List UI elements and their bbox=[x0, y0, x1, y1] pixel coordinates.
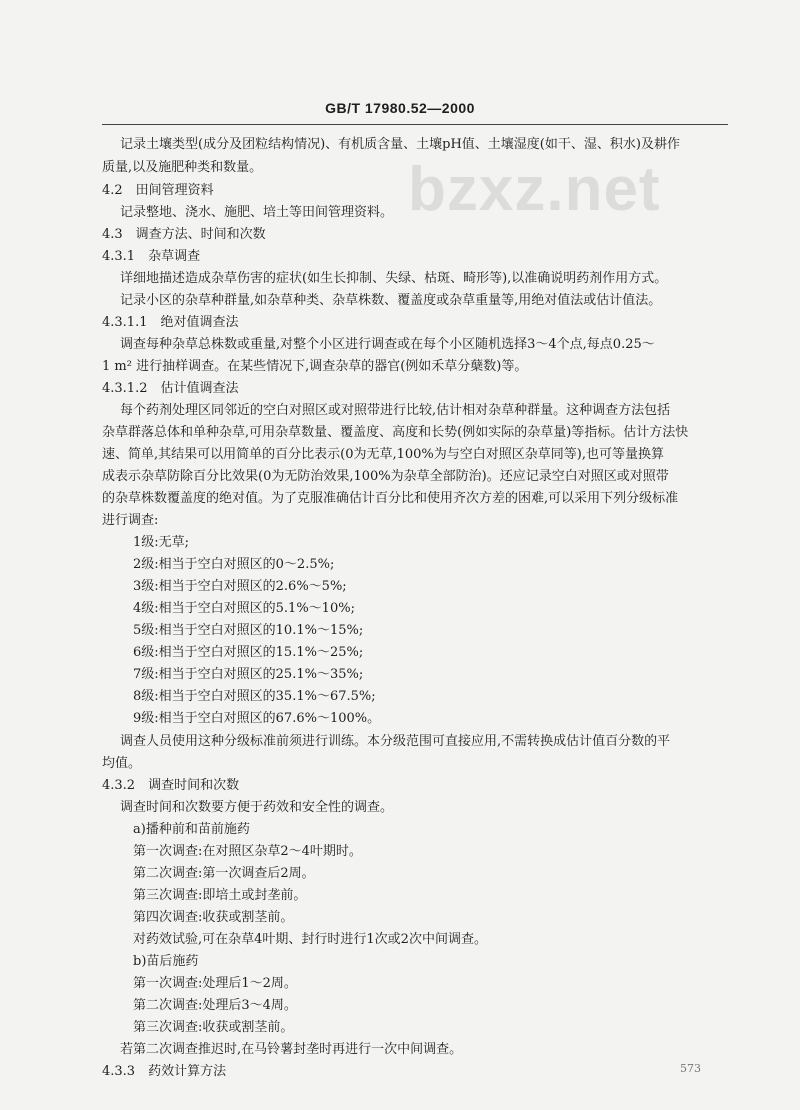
paragraph-line: 记录小区的杂草种群量,如杂草种类、杂草株数、覆盖度或杂草重量等,用绝对值法或估计值法。 bbox=[120, 293, 662, 308]
paragraph-line: 调查每种杂草总株数或重量,对整个小区进行调查或在每个小区随机选择3～4个点,每点0.25～ bbox=[120, 337, 655, 352]
list-item: 第二次调查:第一次调查后2周。 bbox=[133, 866, 315, 881]
paragraph-line: 详细地描述造成杂草伤害的症状(如生长抑制、失绿、枯斑、畸形等),以准确说明药剂作用方式。 bbox=[120, 271, 668, 286]
list-item: a)播种前和苗前施药 bbox=[133, 822, 250, 837]
grade-item: 8级:相当于空白对照区的35.1%～67.5%; bbox=[133, 689, 376, 704]
paragraph-line: 调查人员使用这种分级标准前须进行训练。本分级范围可直接应用,不需转换成估计值百分数的平 bbox=[120, 734, 671, 749]
section-heading: 4.3.3 药效计算方法 bbox=[102, 1064, 227, 1079]
paragraph-line: 成表示杂草防除百分比效果(0为无防治效果,100%为杂草全部防治)。还应记录空白对照区或对照带 bbox=[102, 469, 669, 484]
section-heading: 4.2 田间管理资料 bbox=[102, 183, 214, 198]
list-item: 第三次调查:收获或割茎前。 bbox=[133, 1020, 294, 1035]
watermark: bzxz.net bbox=[408, 155, 661, 224]
paragraph-line: 1 m² 进行抽样调查。在某些情况下,调查杂草的器官(例如禾草分蘖数)等。 bbox=[102, 359, 528, 374]
paragraph-line: 进行调查: bbox=[102, 513, 159, 528]
grade-item: 1级:无草; bbox=[133, 535, 190, 550]
grade-item: 5级:相当于空白对照区的10.1%～15%; bbox=[133, 623, 364, 638]
paragraph-line: 质量,以及施肥种类和数量。 bbox=[102, 160, 263, 175]
section-heading: 4.3.1.2 估计值调查法 bbox=[102, 381, 239, 396]
list-item: 第一次调查:处理后1～2周。 bbox=[133, 976, 297, 991]
paragraph-line: 每个药剂处理区同邻近的空白对照区或对照带进行比较,估计相对杂草种群量。这种调查方法包括 bbox=[120, 403, 671, 418]
list-item: 第一次调查:在对照区杂草2～4叶期时。 bbox=[133, 844, 362, 859]
page-header: GB/T 17980.52—2000 bbox=[325, 100, 475, 116]
list-item: b)苗后施药 bbox=[133, 954, 199, 969]
section-heading: 4.3.1.1 绝对值调查法 bbox=[102, 315, 239, 330]
grade-item: 4级:相当于空白对照区的5.1%～10%; bbox=[133, 601, 355, 616]
paragraph-line: 均值。 bbox=[102, 756, 142, 771]
list-item: 对药效试验,可在杂草4叶期、封行时进行1次或2次中间调查。 bbox=[133, 932, 487, 947]
grade-item: 2级:相当于空白对照区的0～2.5%; bbox=[133, 557, 335, 572]
paragraph-line: 的杂草株数覆盖度的绝对值。为了克服准确估计百分比和使用齐次方差的困难,可以采用下列分级标准 bbox=[102, 491, 679, 506]
paragraph-line: 记录整地、浇水、施肥、培土等田间管理资料。 bbox=[120, 205, 394, 220]
section-heading: 4.3 调查方法、时间和次数 bbox=[102, 227, 266, 242]
section-heading: 4.3.2 调查时间和次数 bbox=[102, 778, 240, 793]
list-item: 第四次调查:收获或割茎前。 bbox=[133, 910, 294, 925]
paragraph-line: 若第二次调查推迟时,在马铃薯封垄时再进行一次中间调查。 bbox=[120, 1042, 463, 1057]
grade-item: 3级:相当于空白对照区的2.6%～5%; bbox=[133, 579, 347, 594]
header-rule bbox=[102, 124, 728, 125]
paragraph-line: 杂草群落总体和单种杂草,可用杂草数量、覆盖度、高度和长势(例如实际的杂草量)等指标。估计方法快 bbox=[102, 425, 689, 440]
grade-item: 6级:相当于空白对照区的15.1%～25%; bbox=[133, 645, 364, 660]
paragraph-line: 调查时间和次数要方便于药效和安全性的调查。 bbox=[120, 800, 394, 815]
paragraph-line: 记录土壤类型(成分及团粒结构情况)、有机质含量、土壤pH值、土壤湿度(如干、湿、积水)及耕作 bbox=[120, 137, 680, 152]
paragraph-line: 速、简单,其结果可以用简单的百分比表示(0为无草,100%为与空白对照区杂草同等),也可等量换算 bbox=[102, 447, 664, 462]
list-item: 第三次调查:即培土或封垄前。 bbox=[133, 888, 307, 903]
grade-item: 7级:相当于空白对照区的25.1%～35%; bbox=[133, 667, 364, 682]
page-number: 573 bbox=[680, 1062, 701, 1075]
section-heading: 4.3.1 杂草调查 bbox=[102, 249, 201, 264]
grade-item: 9级:相当于空白对照区的67.6%～100%。 bbox=[133, 711, 381, 726]
list-item: 第二次调查:处理后3～4周。 bbox=[133, 998, 297, 1013]
